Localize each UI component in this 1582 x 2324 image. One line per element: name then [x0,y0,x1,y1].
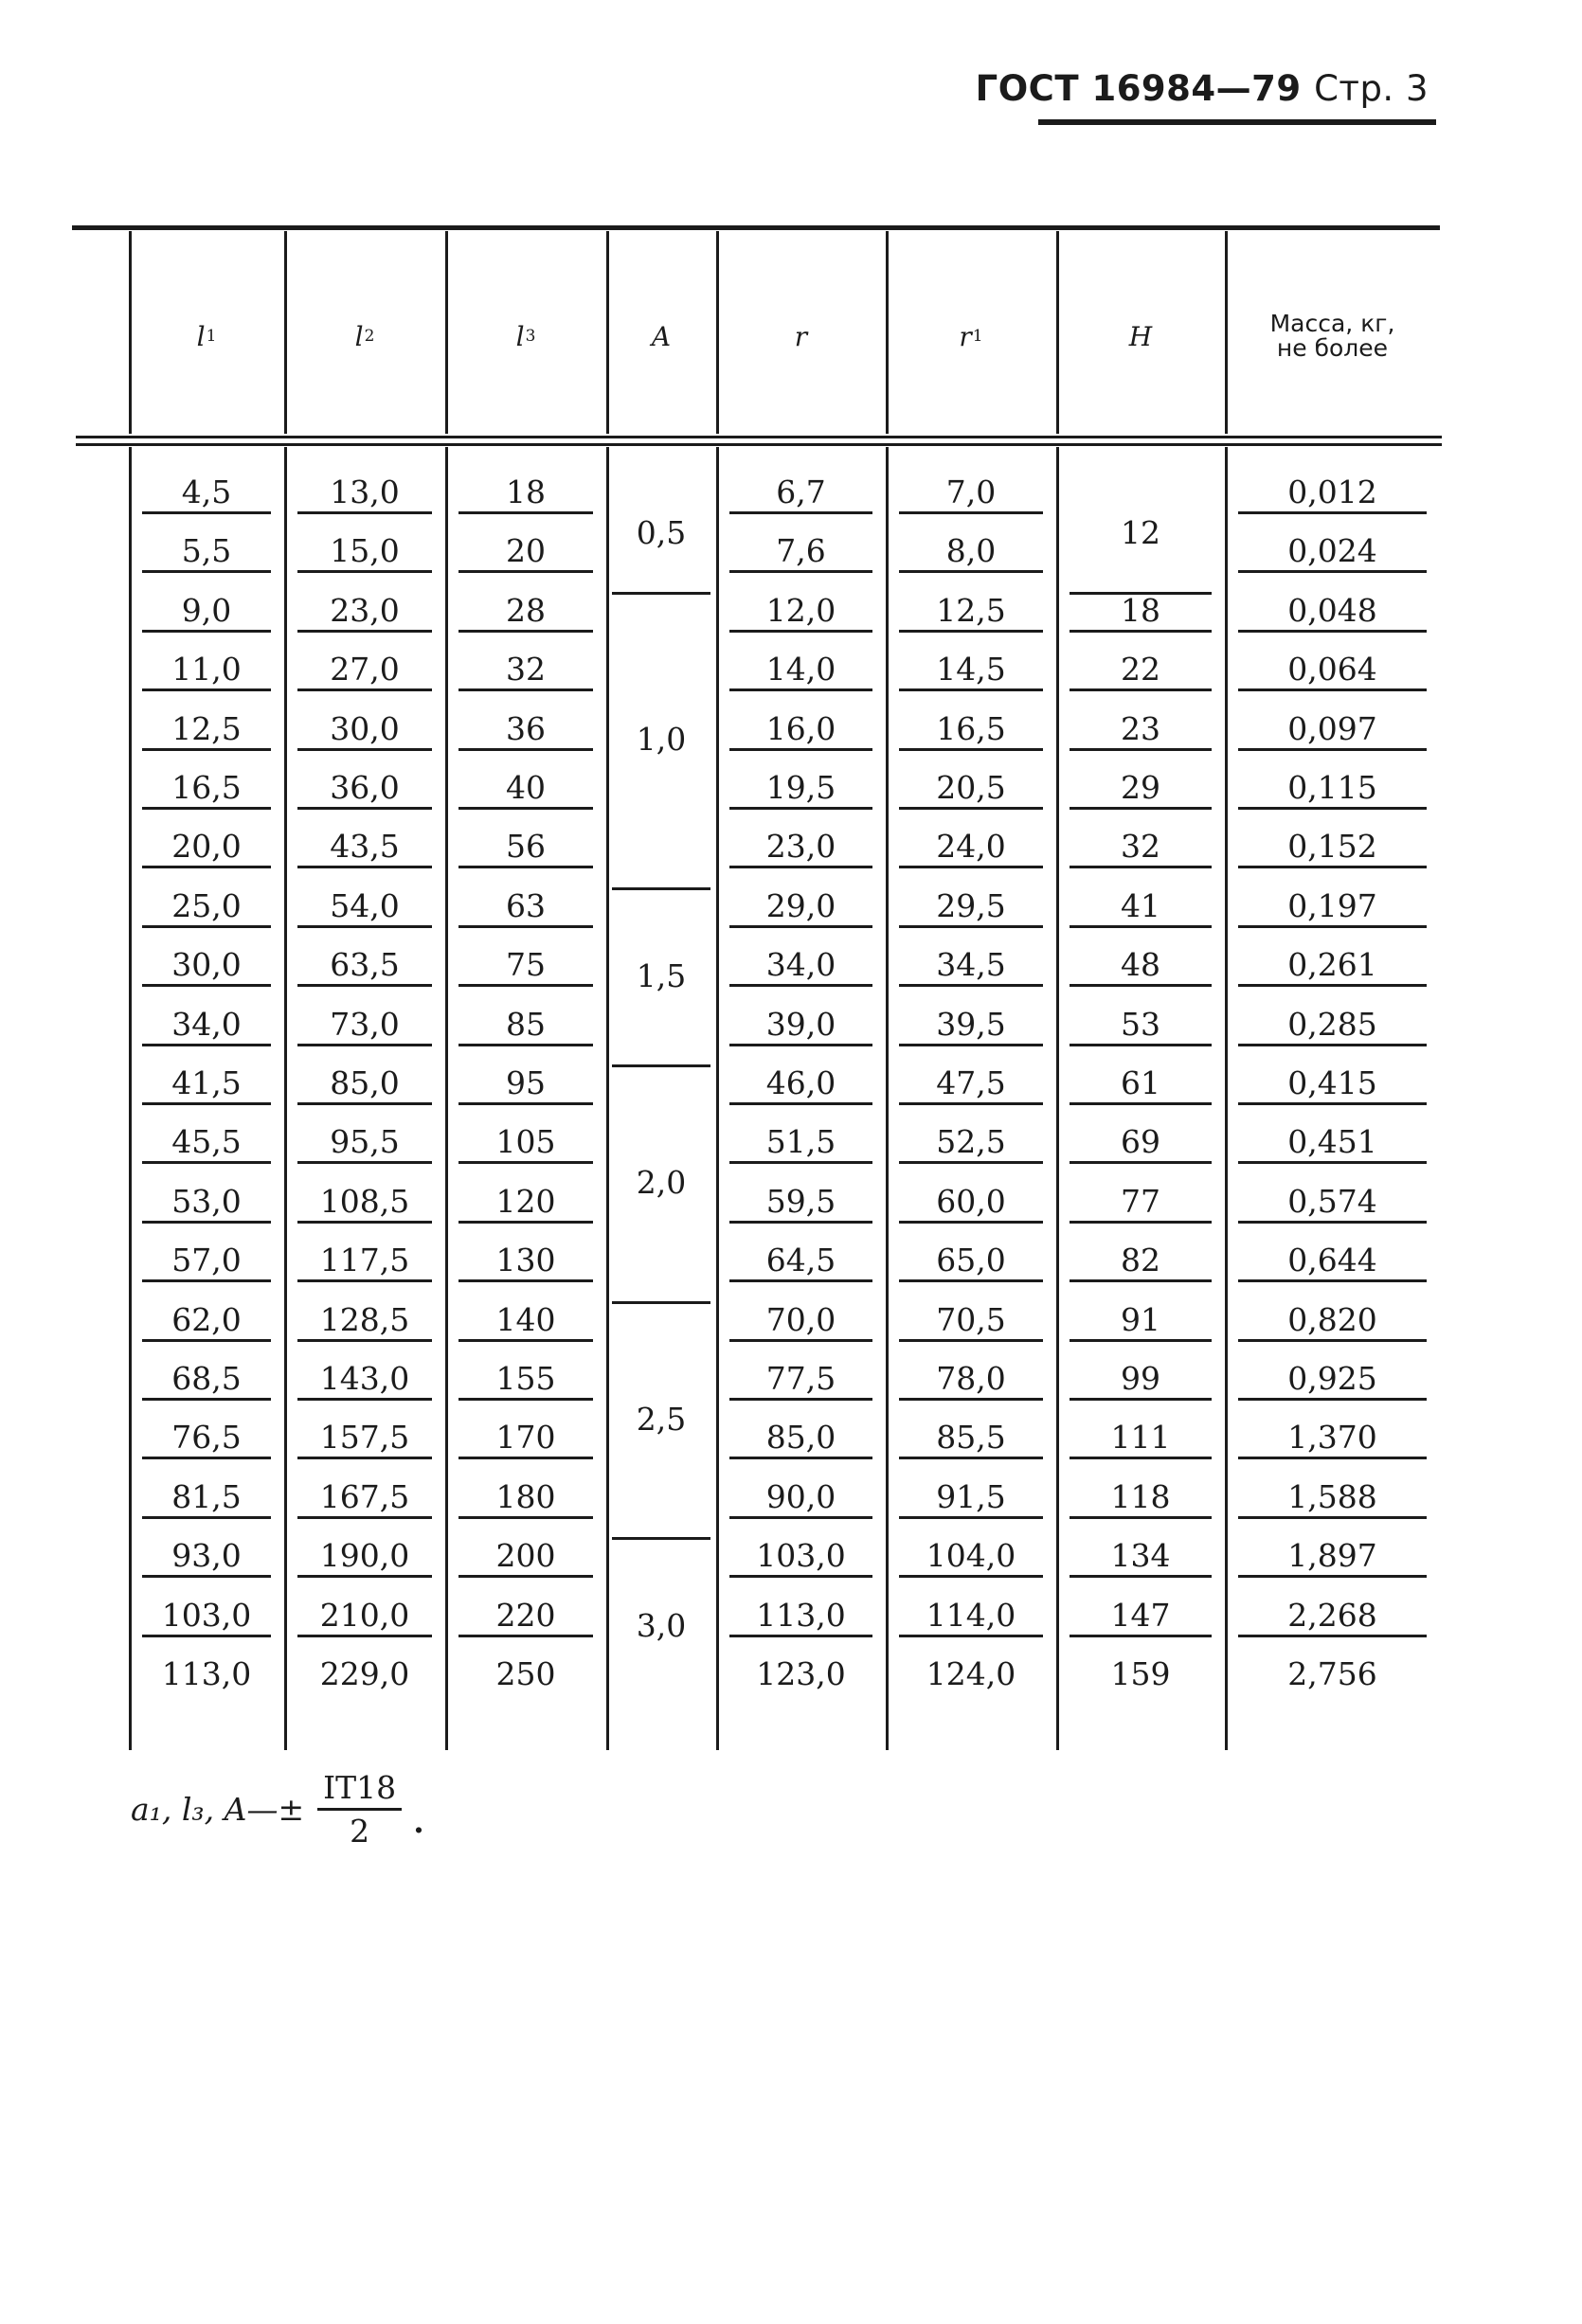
table-cell-r: 14,0 [729,651,872,691]
table-cell-l3: 32 [458,651,593,691]
header-symbol: l [354,320,364,352]
table-cell-l3: 63 [458,887,593,928]
page-header [976,68,1429,109]
table-cell-r1: 85,5 [899,1419,1043,1459]
table-cell-r: 85,0 [729,1419,872,1459]
table-cell-l1: 20,0 [142,828,271,868]
table-cell-H: 32 [1070,828,1212,868]
table-cell-mass: 0,574 [1238,1183,1427,1224]
table-cell-l3: 20 [458,532,593,573]
fraction-denominator: 2 [350,1813,370,1850]
table-cell-l3: 18 [458,474,593,514]
table-cell-mass: 0,644 [1238,1242,1427,1282]
table-cell-H: 23 [1070,710,1212,751]
table-cell-H-merged: 12 [1070,474,1212,595]
column-divider [129,447,132,1750]
table-cell-r: 103,0 [729,1537,872,1578]
table-cell-A-merged: 1,0 [612,592,710,890]
table-cell-r1: 16,5 [899,710,1043,751]
header-bottom-rule [76,436,1442,438]
table-cell-l1: 5,5 [142,532,271,573]
table-cell-mass: 1,897 [1238,1537,1427,1578]
table-cell-r1: 60,0 [899,1183,1043,1224]
table-cell-A-merged: 3,0 [636,1607,687,1645]
table-cell-r: 6,7 [729,474,872,514]
table-cell-l2: 54,0 [297,887,432,928]
header-subscript: 1 [972,327,983,346]
table-cell-r1: 104,0 [899,1537,1043,1578]
mass-header-line2: не более [1276,334,1389,362]
column-divider [1056,447,1059,1750]
table-cell-mass: 0,152 [1238,828,1427,868]
table-cell-r: 23,0 [729,828,872,868]
table-cell-mass: 0,048 [1238,592,1427,633]
table-cell-l2: 23,0 [297,592,432,633]
table-cell-l1: 57,0 [142,1242,271,1282]
table-cell-r1: 39,5 [899,1006,1043,1046]
header-subscript: 3 [525,327,536,346]
table-cell-r1: 114,0 [899,1597,1043,1637]
table-cell-mass: 0,197 [1238,887,1427,928]
table-cell-r: 29,0 [729,887,872,928]
table-cell-l3: 155 [458,1360,593,1401]
table-cell-r: 39,0 [729,1006,872,1046]
table-cell-l3: 120 [458,1183,593,1224]
table-cell-r: 51,5 [729,1123,872,1164]
table-cell-r: 34,0 [729,946,872,987]
table-cell-r1: 20,5 [899,769,1043,810]
table-cell-mass: 0,820 [1238,1301,1427,1342]
mass-header-line1: Масса, кг, [1269,310,1395,337]
table-cell-l3: 28 [458,592,593,633]
table-cell-l1: 45,5 [142,1123,271,1164]
table-cell-H: 29 [1070,769,1212,810]
header-symbol: A [651,320,672,352]
column-divider [606,447,609,1750]
table-cell-l3: 130 [458,1242,593,1282]
column-header-l2 [284,237,445,436]
table-cell-mass: 0,115 [1238,769,1427,810]
table-cell-l3: 220 [458,1597,593,1637]
table-cell-r1: 47,5 [899,1064,1043,1105]
table-cell-l3: 75 [458,946,593,987]
table-cell-l2: 117,5 [297,1242,432,1282]
table-cell-r1: 91,5 [899,1478,1043,1519]
table-cell-A-merged: 2,5 [612,1301,710,1541]
table-cell-r1: 65,0 [899,1242,1043,1282]
table-cell-r: 59,5 [729,1183,872,1224]
table-cell-l2: 15,0 [297,532,432,573]
table-cell-A-merged: 1,5 [612,887,710,1067]
table-cell-l2: 63,5 [297,946,432,987]
table-cell-l2: 108,5 [297,1183,432,1224]
table-cell-r: 113,0 [729,1597,872,1637]
table-cell-l1: 76,5 [142,1419,271,1459]
table-cell-H: 91 [1070,1301,1212,1342]
header-symbol: l [196,320,206,352]
tolerance-footnote [131,1769,424,1850]
table-cell-H: 48 [1070,946,1212,987]
table-cell-r: 12,0 [729,592,872,633]
column-header-H [1056,237,1225,436]
table-cell-l1: 103,0 [142,1597,271,1637]
table-cell-l1: 93,0 [142,1537,271,1578]
table-cell-l3: 36 [458,710,593,751]
table-cell-H: 111 [1070,1419,1212,1459]
table-cell-r: 90,0 [729,1478,872,1519]
column-divider [716,447,719,1750]
table-cell-r1: 78,0 [899,1360,1043,1401]
table-cell-l2: 143,0 [297,1360,432,1401]
column-header-mass [1225,237,1440,436]
table-cell-l3: 40 [458,769,593,810]
table-cell-r1: 8,0 [899,532,1043,573]
table-cell-mass: 0,261 [1238,946,1427,987]
table-cell-r1: 34,5 [899,946,1043,987]
table-cell-l2: 13,0 [297,474,432,514]
header-subscript: 1 [206,327,217,346]
table-cell-r1: 7,0 [899,474,1043,514]
table-cell-l2: 157,5 [297,1419,432,1459]
table-cell-l1: 53,0 [142,1183,271,1224]
table-cell-r: 70,0 [729,1301,872,1342]
table-cell-l1: 25,0 [142,887,271,928]
table-cell-mass: 0,097 [1238,710,1427,751]
table-cell-l3: 140 [458,1301,593,1342]
table-cell-r: 64,5 [729,1242,872,1282]
table-cell-A-merged: 2,0 [612,1064,710,1304]
table-cell-l1: 16,5 [142,769,271,810]
table-cell-H: 18 [1070,592,1212,633]
table-cell-mass: 0,012 [1238,474,1427,514]
table-cell-mass: 0,024 [1238,532,1427,573]
header-symbol: H [1128,320,1153,352]
table-cell-l1: 9,0 [142,592,271,633]
table-cell-l1: 4,5 [142,474,271,514]
table-cell-H: 118 [1070,1478,1212,1519]
column-divider [1225,447,1228,1750]
table-cell-l3: 105 [458,1123,593,1164]
table-cell-l3: 250 [495,1655,556,1692]
table-cell-l3: 85 [458,1006,593,1046]
table-cell-l1: 41,5 [142,1064,271,1105]
table-cell-mass: 1,588 [1238,1478,1427,1519]
table-cell-l2: 210,0 [297,1597,432,1637]
table-top-rule [72,225,1440,230]
table-cell-r1: 14,5 [899,651,1043,691]
table-cell-l2: 30,0 [297,710,432,751]
table-cell-r: 16,0 [729,710,872,751]
table-cell-mass: 0,451 [1238,1123,1427,1164]
table-cell-mass: 2,756 [1287,1655,1377,1692]
header-bottom-rule-2 [76,443,1442,446]
table-cell-mass: 2,268 [1238,1597,1427,1637]
table-cell-l1: 62,0 [142,1301,271,1342]
table-cell-H: 69 [1070,1123,1212,1164]
table-cell-H: 77 [1070,1183,1212,1224]
column-header-A [606,237,716,436]
column-divider [284,447,287,1750]
table-cell-r1: 52,5 [899,1123,1043,1164]
table-cell-r1: 29,5 [899,887,1043,928]
header-subscript: 2 [364,327,375,346]
tolerance-fraction [317,1769,402,1850]
header-symbol: l [515,320,525,352]
header-symbol: r [794,320,808,352]
table-cell-l1: 11,0 [142,651,271,691]
table-cell-H: 61 [1070,1064,1212,1105]
table-cell-l3: 95 [458,1064,593,1105]
standard-number: ГОСТ 16984—79 [975,68,1302,109]
footnote-vars: a₁, l₃, A—± [131,1791,305,1828]
header-symbol: r [959,320,972,352]
column-header-l3 [445,237,606,436]
table-cell-l3: 180 [458,1478,593,1519]
column-header-r [716,237,886,436]
table-cell-l2: 85,0 [297,1064,432,1105]
table-cell-H: 82 [1070,1242,1212,1282]
table-cell-mass: 0,285 [1238,1006,1427,1046]
column-header-r1 [886,237,1056,436]
table-cell-H: 159 [1110,1655,1171,1692]
table-cell-r: 7,6 [729,532,872,573]
table-cell-mass: 1,370 [1238,1419,1427,1459]
table-cell-l1: 12,5 [142,710,271,751]
table-cell-l2: 27,0 [297,651,432,691]
table-cell-l3: 56 [458,828,593,868]
table-cell-l2: 229,0 [319,1655,410,1692]
table-cell-l1: 113,0 [161,1655,252,1692]
table-cell-l1: 30,0 [142,946,271,987]
table-cell-mass: 0,064 [1238,651,1427,691]
column-divider [886,447,889,1750]
fraction-numerator: IT18 [317,1769,402,1811]
table-cell-l3: 170 [458,1419,593,1459]
table-cell-r1: 24,0 [899,828,1043,868]
table-cell-l2: 73,0 [297,1006,432,1046]
table-cell-l1: 68,5 [142,1360,271,1401]
table-cell-l2: 190,0 [297,1537,432,1578]
footnote-end: . [413,1803,424,1840]
column-header-l1 [129,237,284,436]
table-cell-H: 134 [1070,1537,1212,1578]
table-cell-H: 99 [1070,1360,1212,1401]
table-cell-l2: 128,5 [297,1301,432,1342]
table-cell-A-merged: 0,5 [612,474,710,595]
table-cell-r1: 70,5 [899,1301,1043,1342]
table-cell-r: 123,0 [756,1655,846,1692]
table-cell-r: 77,5 [729,1360,872,1401]
table-cell-r1: 124,0 [926,1655,1016,1692]
column-divider [445,447,448,1750]
table-cell-r: 46,0 [729,1064,872,1105]
table-cell-l2: 167,5 [297,1478,432,1519]
table-cell-H: 22 [1070,651,1212,691]
table-cell-H: 53 [1070,1006,1212,1046]
table-cell-l1: 34,0 [142,1006,271,1046]
table-cell-H: 147 [1070,1597,1212,1637]
table-cell-l2: 95,5 [297,1123,432,1164]
table-cell-l3: 200 [458,1537,593,1578]
table-cell-r: 19,5 [729,769,872,810]
page-number: Стр. 3 [1314,68,1429,109]
table-cell-mass: 0,415 [1238,1064,1427,1105]
table-cell-l1: 81,5 [142,1478,271,1519]
table-cell-mass: 0,925 [1238,1360,1427,1401]
table-cell-r1: 12,5 [899,592,1043,633]
table-cell-l2: 36,0 [297,769,432,810]
header-rule [1038,119,1436,125]
table-cell-l2: 43,5 [297,828,432,868]
table-cell-H: 41 [1070,887,1212,928]
